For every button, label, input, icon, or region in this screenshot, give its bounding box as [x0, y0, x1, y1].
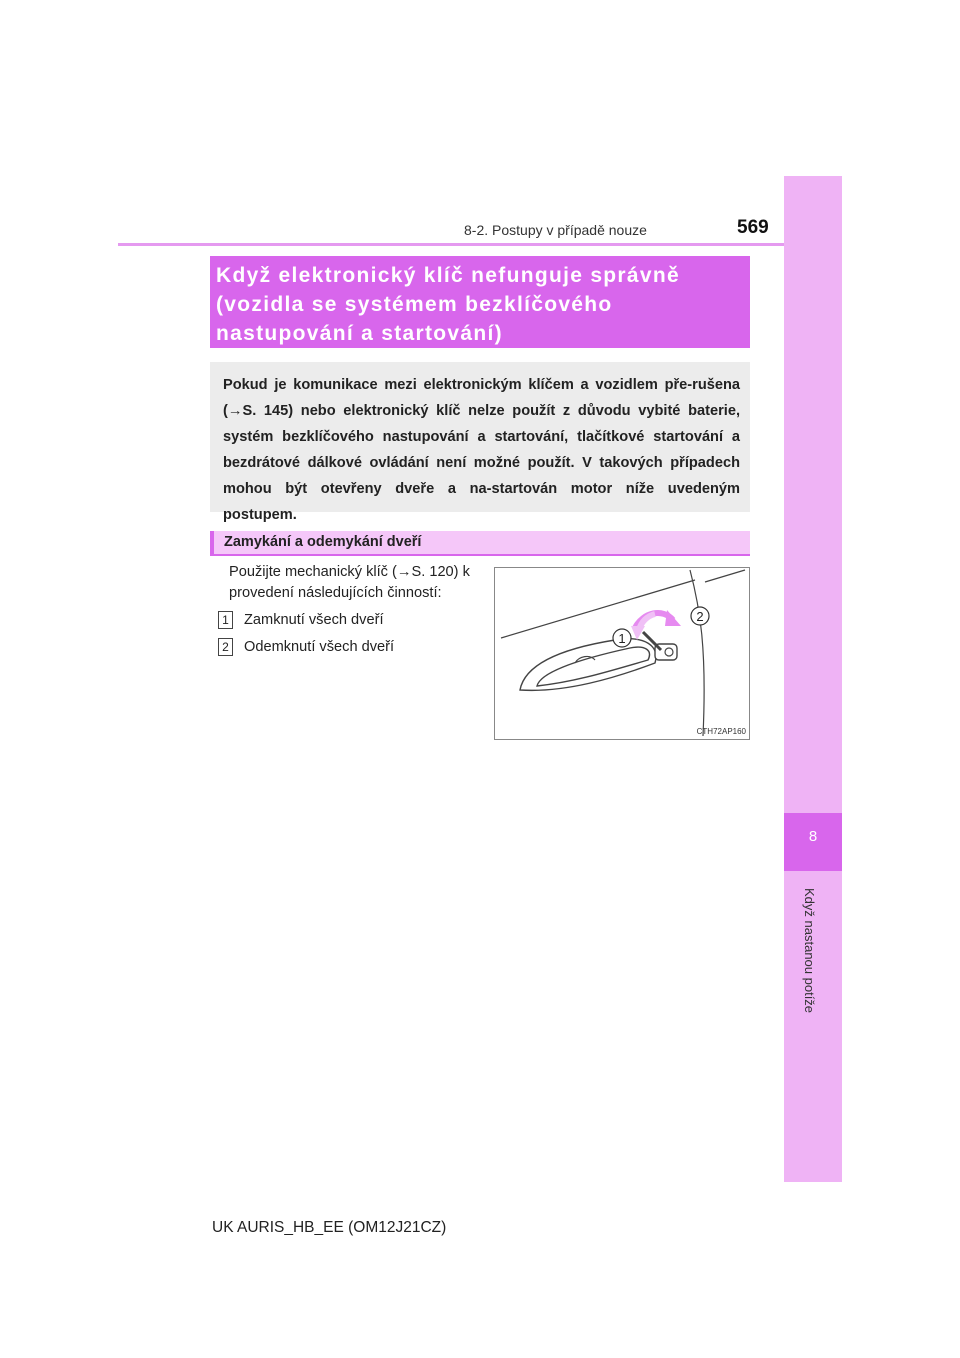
chapter-title: Když nastanou potíže	[802, 888, 817, 1014]
subsection-heading: Zamykání a odemykání dveří	[210, 531, 750, 556]
chapter-number: 8	[808, 828, 818, 845]
step-text: Odemknutí všech dveří	[244, 639, 395, 655]
step-item	[218, 638, 394, 656]
intro-paragraph: Pokud je komunikace mezi elektronickým klíčem a vozidlem pře-rušena (→S. 145) nebo elektronický klíč nelze použít z důvodu vybité baterie, systém bezklíčového nastupování a startování, tlačítkové startování a bezdrátové dálkové ovládání není možné použít. V takových případech mohou být otevřeny dveře a na-startován motor níže uvedeným postupem.	[210, 362, 750, 512]
section-title: Když elektronický klíč nefunguje správně (vozidla se systémem bezklíčového nastupování a startování)	[210, 256, 750, 348]
chapter-side-tab	[784, 176, 842, 1182]
step-text: Zamknutí všech dveří	[244, 612, 384, 628]
header-section-title: 8-2. Postupy v případě nouze	[464, 222, 647, 238]
figure-code: CTH72AP160	[696, 727, 746, 736]
step-number: 2	[218, 638, 233, 656]
door-handle-illustration	[494, 567, 750, 740]
step-item	[218, 611, 384, 629]
door-handle-drawing	[495, 568, 749, 739]
callout-2-label: 2	[696, 609, 704, 624]
page-number: 569	[737, 217, 769, 238]
callout-1-label: 1	[618, 631, 626, 646]
footer-model-code: UK AURIS_HB_EE (OM12J21CZ)	[212, 1219, 447, 1236]
header-rule	[118, 243, 784, 246]
instruction-text: Použijte mechanický klíč (→S. 120) k provedení následujících činností:	[229, 564, 470, 601]
step-number: 1	[218, 611, 233, 629]
